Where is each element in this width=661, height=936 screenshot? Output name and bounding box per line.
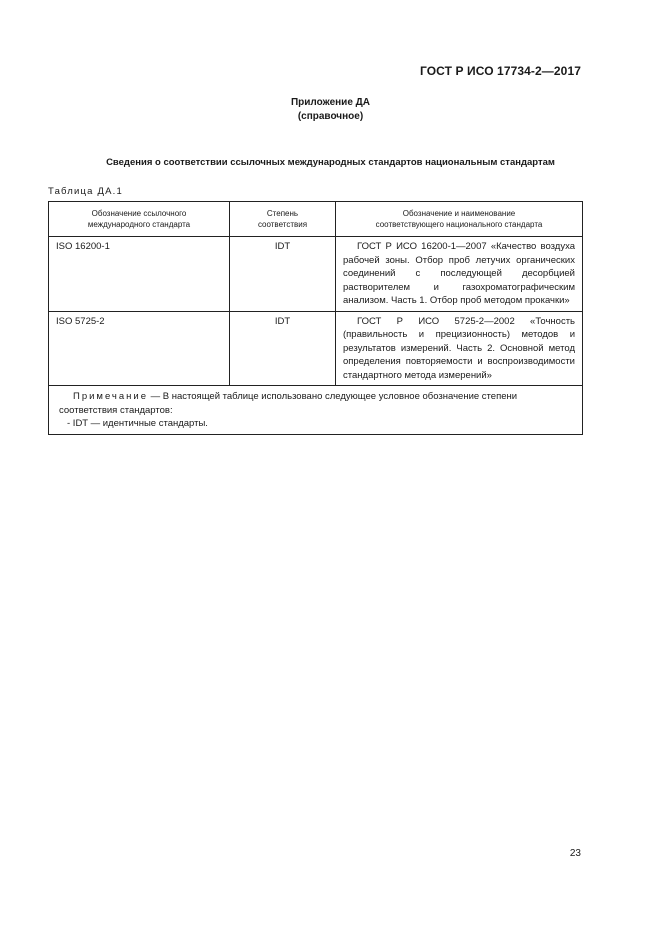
table-row: [49, 311, 583, 386]
column-header-line: международного стандарта: [87, 220, 191, 229]
note-item: - IDT — идентичные стандарты.: [67, 418, 208, 429]
table-row: [49, 237, 583, 312]
cell-reference: ISO 16200-1: [49, 237, 230, 312]
document-code: ГОСТ Р ИСО 17734-2—2017: [419, 64, 581, 78]
annex-heading: [0, 96, 661, 124]
cell-reference: ISO 5725-2: [49, 311, 230, 386]
table-caption: Таблица ДА.1: [48, 186, 123, 197]
column-header-line: Обозначение ссылочного: [91, 209, 187, 218]
cell-national: ГОСТ Р ИСО 16200-1—2007 «Качество воздуха рабочей зоны. Отбор проб летучих органических соединений с последующей десорбцией растворителем и газохроматографическим анализом. Часть 1. Отбор проб методом прокачки»: [336, 237, 583, 312]
column-header-line: соответствия: [257, 220, 308, 229]
column-header-line: Степень: [266, 209, 299, 218]
cell-national: ГОСТ Р ИСО 5725-2—2002 «Точность (правильность и прецизионность) методов и результатов измерений. Часть 2. Основной метод определения повторяемости и воспроизводимости стандартного метода измерений»: [336, 311, 583, 386]
column-header-degree: [230, 202, 336, 237]
table-note-row: [49, 386, 583, 435]
section-title: Сведения о соответствии ссылочных международных стандартов национальным стандартам: [106, 157, 555, 168]
column-header-line: соответствующего национального стандарта: [375, 220, 543, 229]
column-header-line: Обозначение и наименование: [402, 209, 516, 218]
note-text-line: [59, 390, 572, 417]
cell-degree: IDT: [230, 311, 336, 386]
column-header-national: [336, 202, 583, 237]
correspondence-table: [48, 201, 583, 435]
note-text: — В настоящей таблице использовано следующее условное обозначение степени соответствия стандартов:: [59, 391, 518, 416]
column-header-reference: [49, 202, 230, 237]
note-heading: Примечание: [73, 391, 148, 402]
page-number: 23: [569, 848, 581, 859]
table-header-row: [49, 202, 583, 237]
cell-degree: IDT: [230, 237, 336, 312]
table-note: [49, 386, 583, 435]
annex-subtitle: (справочное): [297, 111, 364, 122]
annex-title: Приложение ДА: [290, 97, 371, 108]
